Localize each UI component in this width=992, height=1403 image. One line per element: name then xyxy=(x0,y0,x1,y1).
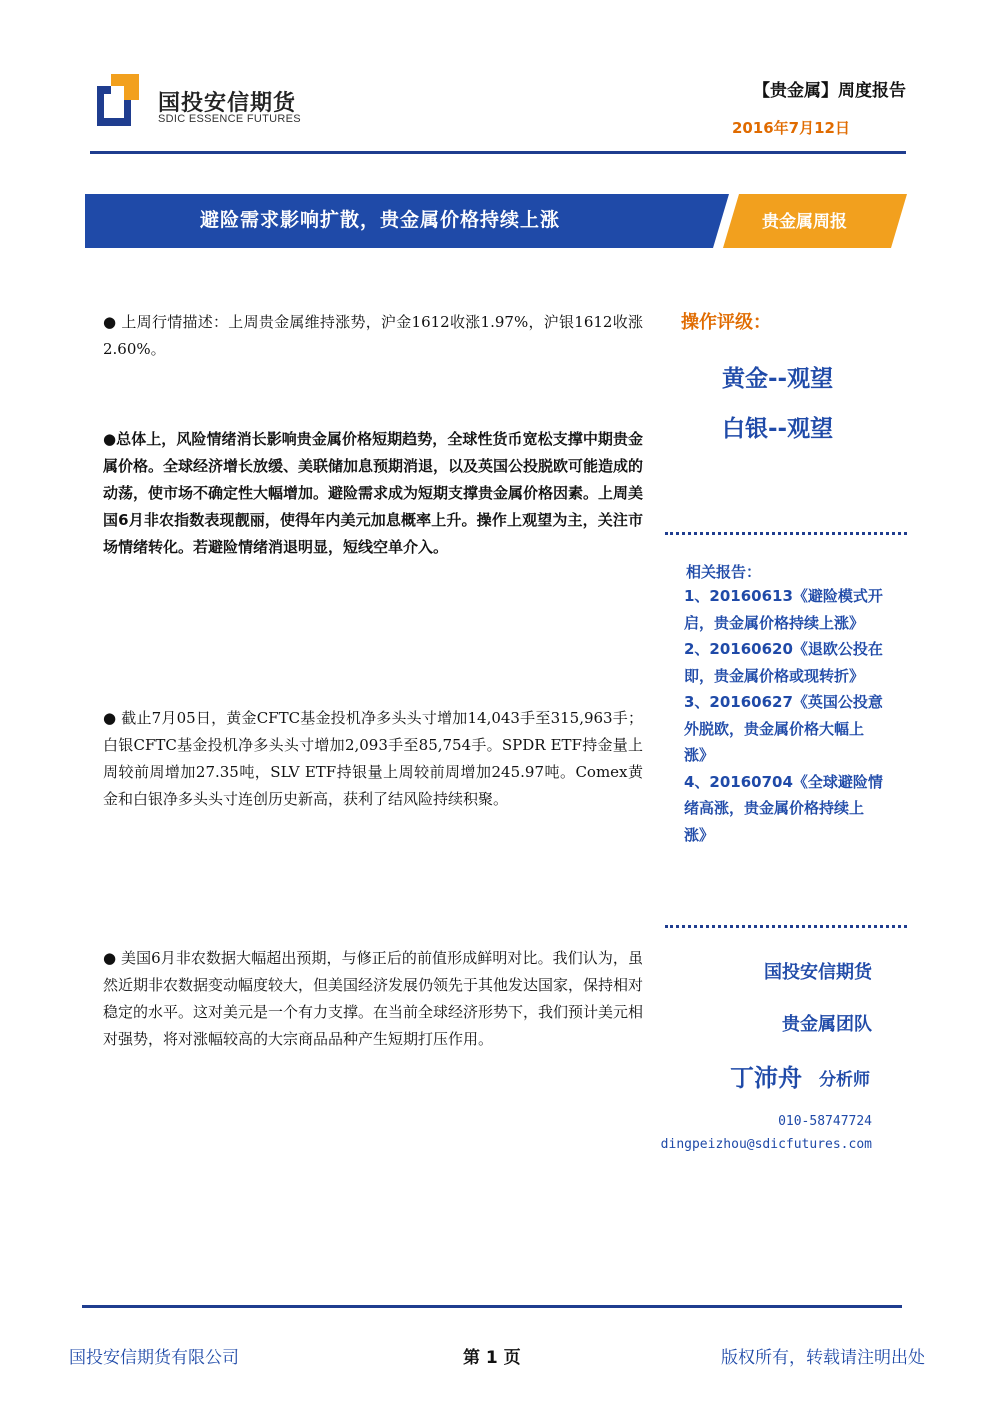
company-logo-mark xyxy=(97,74,139,126)
header-divider xyxy=(90,151,906,154)
related-report-item[interactable]: 4、20160704《全球避险情绪高涨，贵金属价格持续上涨》 xyxy=(684,772,883,844)
report-type: 【贵金属】周度报告 xyxy=(753,81,906,101)
related-reports-list xyxy=(684,583,884,848)
analyst-phone: 010-58747724 xyxy=(778,1114,872,1129)
analyst-team: 贵金属团队 xyxy=(782,1014,872,1035)
company-logo-english: SDIC ESSENCE FUTURES xyxy=(158,113,301,125)
sidebar-divider-top xyxy=(665,532,907,535)
related-report-item[interactable]: 1、20160613《避险模式开启，贵金属价格持续上涨》 xyxy=(684,587,883,632)
related-report-item[interactable]: 2、20160620《退欧公投在即，贵金属价格或现转折》 xyxy=(684,640,883,685)
rating-silver: 白银--观望 xyxy=(722,416,834,442)
overall-view-paragraph: ●总体上，风险情绪消长影响贵金属价格短期趋势，全球性货币宽松支撑中期贵金属价格。全球经济增长放缓、美联储加息预期消退，以及英国公投脱欧可能造成的动荡，使市场不确定性大幅增加。避险需求成为短期支撑贵金属价格因素。上周美国6月非农指数表现靓丽，使得年内美元加息概率上升。操作上观望为主，关注市场情绪转化。若避险情绪消退明显，短线空单介入。 xyxy=(103,430,644,556)
footer-divider xyxy=(82,1305,902,1308)
market-summary-paragraph: ● 上周行情描述：上周贵金属维持涨势，沪金1612收涨1.97%，沪银1612收涨2.60%。 xyxy=(103,313,643,358)
footer-company: 国投安信期货有限公司 xyxy=(69,1348,239,1368)
footer-copyright: 版权所有，转载请注明出处 xyxy=(721,1348,925,1368)
company-logo-name: 国投安信期货 xyxy=(158,91,297,116)
sidebar-divider-bottom xyxy=(665,925,907,928)
rating-gold: 黄金--观望 xyxy=(722,366,834,392)
analyst-role: 分析师 xyxy=(819,1070,870,1090)
related-reports-label: 相关报告： xyxy=(686,563,762,581)
related-report-item[interactable]: 3、20160627《英国公投意外脱欧，贵金属价格大幅上涨》 xyxy=(684,693,883,764)
page-number: 第 1 页 xyxy=(463,1348,521,1368)
report-category-tag: 贵金属周报 xyxy=(762,212,847,232)
us-data-paragraph: ● 美国6月非农数据大幅超出预期，与修正后的前值形成鲜明对比。我们认为，虽然近期非农数据变动幅度较大，但美国经济发展仍领先于其他发达国家，保持相对稳定的水平。这对美元是一个有力支撑。在当前全球经济形势下，我们预计美元相对强势，将对涨幅较高的大宗商品品种产生短期打压作用。 xyxy=(103,949,644,1048)
report-title: 避险需求影响扩散，贵金属价格持续上涨 xyxy=(200,209,561,231)
rating-label: 操作评级： xyxy=(681,312,771,333)
positions-paragraph: ● 截止7月05日，黄金CFTC基金投机净多头头寸增加14,043手至315,963手；白银CFTC基金投机净多头头寸增加2,093手至85,754手。SPDR ETF持金量上周较前周增加27.35吨，SLV ETF持银量上周较前周增加245.97吨。Comex黄金和白银净多头头寸连创历史新高，获利了结风险持续积聚。 xyxy=(103,709,643,808)
analyst-email[interactable]: dingpeizhou@sdicfutures.com xyxy=(660,1137,872,1152)
analyst-company: 国投安信期货 xyxy=(764,962,872,983)
report-date: 2016年7月12日 xyxy=(731,119,850,137)
analyst-name: 丁沛舟 xyxy=(730,1064,802,1092)
